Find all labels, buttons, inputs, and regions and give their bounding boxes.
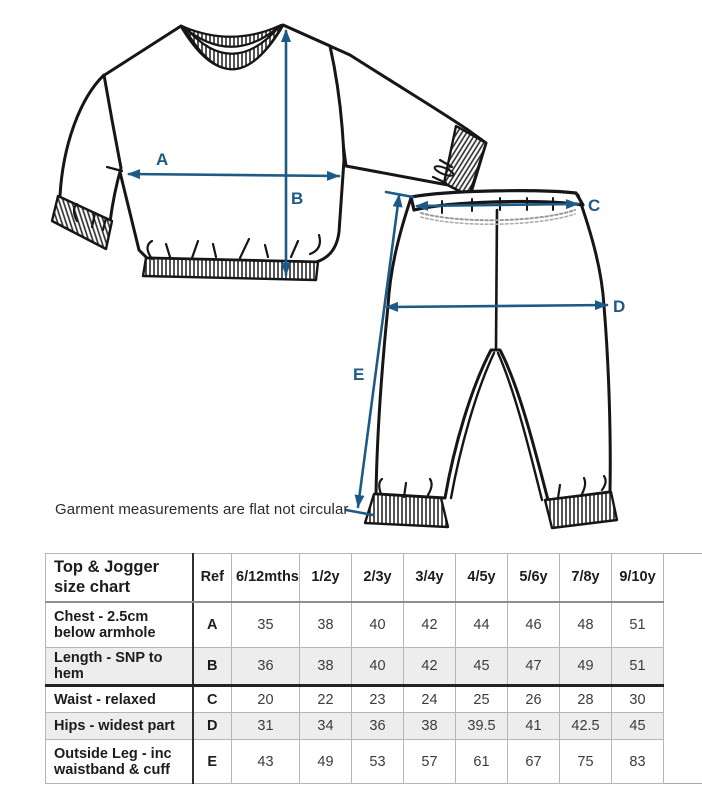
size-column-header: 6/12mths — [232, 554, 300, 602]
chest-label: A — [156, 150, 169, 169]
size-value: 20 — [232, 686, 300, 713]
size-value: 53 — [352, 740, 404, 784]
size-value: 34 — [300, 713, 352, 740]
ref-letter: C — [193, 686, 232, 713]
size-table — [45, 553, 702, 784]
hips-label: D — [613, 297, 626, 316]
size-value: 28 — [560, 686, 612, 713]
size-column-header: 4/5y — [456, 554, 508, 602]
joggers-front-seam — [496, 210, 497, 348]
size-value: 22 — [300, 686, 352, 713]
size-value: 57 — [404, 740, 456, 784]
size-column-header: 2/3y — [352, 554, 404, 602]
measurement-label: Outside Leg - inc waistband & cuff — [46, 740, 193, 784]
size-value: 42.5 — [560, 713, 612, 740]
size-value: 46 — [508, 602, 560, 648]
size-value: 49 — [300, 740, 352, 784]
size-value: 39.5 — [456, 713, 508, 740]
size-value: 48 — [560, 602, 612, 648]
ref-letter: B — [193, 648, 232, 686]
size-value: 31 — [232, 713, 300, 740]
size-value: 45 — [612, 713, 664, 740]
size-value: 43 — [232, 740, 300, 784]
size-column-header: 1/2y — [300, 554, 352, 602]
ref-letter: D — [193, 713, 232, 740]
size-table-body — [46, 602, 702, 784]
size-value: 38 — [300, 648, 352, 686]
size-value: 75 — [560, 740, 612, 784]
ref-letter: E — [193, 740, 232, 784]
ref-header: Ref — [193, 554, 232, 602]
length-label: B — [291, 189, 304, 208]
table-row — [46, 713, 702, 740]
size-value: 23 — [352, 686, 404, 713]
size-value: 42 — [404, 648, 456, 686]
size-column-header: 9/10y — [612, 554, 664, 602]
size-value: 24 — [404, 686, 456, 713]
size-column-header: 7/8y — [560, 554, 612, 602]
size-value: 26 — [508, 686, 560, 713]
size-value: 44 — [456, 602, 508, 648]
size-value: 25 — [456, 686, 508, 713]
size-value: 83 — [612, 740, 664, 784]
size-column-header: 3/4y — [404, 554, 456, 602]
size-value: 49 — [560, 648, 612, 686]
table-row — [46, 740, 702, 784]
ref-letter: A — [193, 602, 232, 648]
table-row — [46, 602, 702, 648]
size-value: 42 — [404, 602, 456, 648]
table-row — [46, 686, 702, 713]
size-value: 51 — [612, 602, 664, 648]
flat-measurement-note: Garment measurements are flat not circular — [55, 501, 349, 518]
size-value: 36 — [232, 648, 300, 686]
measurement-label: Length - SNP to hem — [46, 648, 193, 686]
size-value: 67 — [508, 740, 560, 784]
joggers-body — [376, 195, 610, 500]
size-value: 38 — [404, 713, 456, 740]
size-header-row — [46, 554, 702, 602]
size-value: 51 — [612, 648, 664, 686]
sweatshirt-hem-band — [143, 258, 318, 280]
size-value: 47 — [508, 648, 560, 686]
size-value: 61 — [456, 740, 508, 784]
joggers-drawing — [365, 191, 617, 528]
size-column-header: 5/6y — [508, 554, 560, 602]
waist-label: C — [588, 196, 601, 215]
table-row — [46, 648, 702, 686]
size-value: 41 — [508, 713, 560, 740]
size-value: 45 — [456, 648, 508, 686]
outside-leg-label: E — [353, 365, 365, 384]
measurement-label: Hips - widest part — [46, 713, 193, 740]
size-value: 38 — [300, 602, 352, 648]
size-value: 36 — [352, 713, 404, 740]
table-title: Top & Jogger size chart — [46, 554, 193, 602]
size-value: 40 — [352, 602, 404, 648]
measurement-label: Waist - relaxed — [46, 686, 193, 713]
size-value: 40 — [352, 648, 404, 686]
measurement-label: Chest - 2.5cm below armhole — [46, 602, 193, 648]
size-value: 30 — [612, 686, 664, 713]
size-value: 35 — [232, 602, 300, 648]
joggers-left-cuff — [365, 494, 448, 527]
